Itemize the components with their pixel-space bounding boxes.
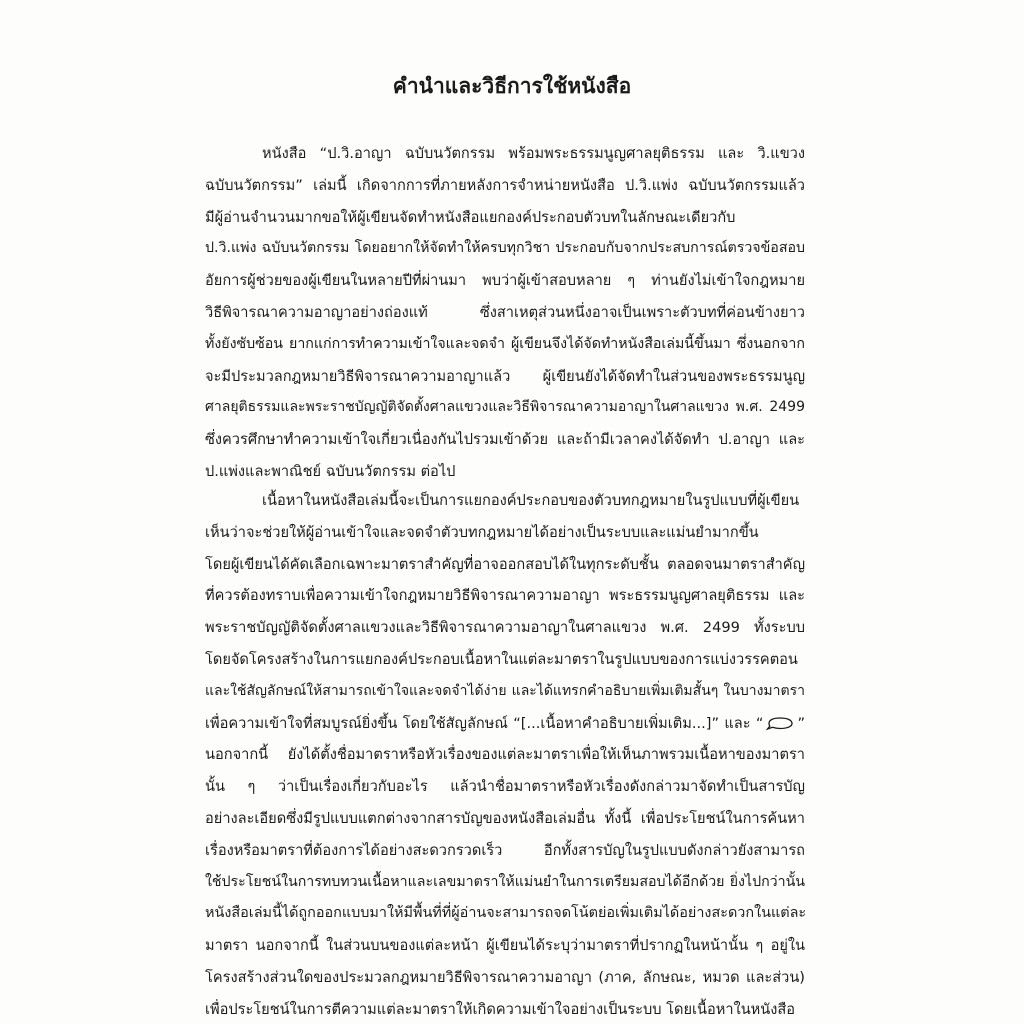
- text-line: และใช้สัญลักษณ์ให้สามารถเข้าใจและจดจำได้ง่าย และได้แทรกคำอธิบายเพิ่มเติมสั้นๆ ในบางมาตรา: [205, 682, 805, 699]
- text-line: โดยจัดโครงสร้างในการแยกองค์ประกอบเนื้อหาในแต่ละมาตราในรูปแบบของการแบ่งวรรคตอน: [205, 650, 798, 668]
- text-line: [205, 708, 805, 740]
- text-line: โดยผู้เขียนได้คัดเลือกเฉพาะมาตราสำคัญที่อาจออกสอบได้ในทุกระดับชั้น ตลอดจนมาตราสำคัญ: [205, 555, 805, 573]
- text-line: พระราชบัญญัติจัดตั้งศาลแขวงและวิธีพิจารณาความอาญาในศาลแขวง พ.ศ. 2499 ทั้งระบบ: [205, 619, 805, 637]
- text-line: เรื่องหรือมาตราที่ต้องการได้อย่างสะดวกรวดเร็ว อีกทั้งสารบัญในรูปแบบดังกล่าวยังสามารถ: [205, 841, 805, 859]
- paragraph-content: [205, 485, 805, 1024]
- text-line: โครงสร้างส่วนใดของประมวลกฎหมายวิธีพิจารณาความอาญา (ภาค, ลักษณะ, หมวด และส่วน): [205, 968, 805, 986]
- speech-bubble-icon: [765, 717, 795, 730]
- text-line: ใช้ประโยชน์ในการทบทวนเนื้อหาและเลขมาตราให้แม่นยำในการเตรียมสอบได้อีกด้วย ยิ่งไปกว่านั้น: [205, 873, 805, 890]
- text-line: ทั้งยังซับซ้อน ยากแก่การทำความเข้าใจและจดจำ ผู้เขียนจึงได้จัดทำหนังสือเล่มนี้ขึ้นมา ซึ่งนอกจาก: [205, 335, 805, 352]
- text-line: เพื่อประโยชน์ในการตีความแต่ละมาตราให้เกิดความเข้าใจอย่างเป็นระบบ โดยเนื้อหาในหนังสือ: [205, 1000, 796, 1018]
- text-line: ซึ่งควรศึกษาทำความเข้าใจเกี่ยวเนื่องกันไปรวมเข้าด้วย และถ้ามีเวลาคงได้จัดทำ ป.อาญา และ: [205, 431, 805, 449]
- text-line: จะมีประมวลกฎหมายวิธีพิจารณาความอาญาแล้ว ผู้เขียนยังได้จัดทำในส่วนของพระธรรมนูญ: [205, 367, 805, 385]
- paragraph-intro: [205, 138, 805, 488]
- text-line: ป.วิ.แพ่ง ฉบับนวัตกรรม โดยอยากให้จัดทำให้ครบทุกวิชา ประกอบกับจากประสบการณ์ตรวจข้อสอบ: [205, 240, 805, 257]
- text-line: หนังสือ “ป.วิ.อาญา ฉบับนวัตกรรม พร้อมพระธรรมนูญศาลยุติธรรม และ วิ.แขวง: [262, 145, 805, 162]
- text-line-segment: เพื่อความเข้าใจที่สมบูรณ์ยิ่งขึ้น โดยใช้สัญลักษณ์ “[...เนื้อหาคำอธิบายเพิ่มเติม...]” และ “: [205, 714, 764, 732]
- text-line: วิธีพิจารณาความอาญาอย่างถ่องแท้ ซึ่งสาเหตุส่วนหนึ่งอาจเป็นเพราะตัวบทที่ค่อนข้างยาว: [205, 303, 805, 321]
- text-line: เนื้อหาในหนังสือเล่มนี้จะเป็นการแยกองค์ประกอบของตัวบทกฎหมายในรูปแบบที่ผู้เขียน: [262, 492, 800, 509]
- text-line: นั้น ๆ ว่าเป็นเรื่องเกี่ยวกับอะไร แล้วนำชื่อมาตราหรือหัวเรื่องดังกล่าวมาจัดทำเป็นสารบัญ: [205, 778, 805, 796]
- text-line: เห็นว่าจะช่วยให้ผู้อ่านเข้าใจและจดจำตัวบทกฎหมายได้อย่างเป็นระบบและแม่นยำมากขึ้น: [205, 523, 759, 541]
- text-line: อย่างละเอียดซึ่งมีรูปแบบแตกต่างจากสารบัญของหนังสือเล่มอื่น ทั้งนี้ เพื่อประโยชน์ในการค้นหา: [205, 809, 805, 827]
- text-line: มาตรา นอกจากนี้ ในส่วนบนของแต่ละหน้า ผู้เขียนได้ระบุว่ามาตราที่ปรากฏในหน้านั้น ๆ อยู่ใน: [205, 937, 805, 955]
- text-line: หนังสือเล่มนี้ได้ถูกออกแบบมาให้มีพื้นที่ที่ผู้อ่านจะสามารถจดโน้ตย่อเพิ่มเติมได้อย่างสะดวกในแต่ละ: [205, 905, 807, 922]
- text-line: ศาลยุติธรรมและพระราชบัญญัติจัดตั้งศาลแขวงและวิธีพิจารณาความอาญาในศาลแขวง พ.ศ. 2499: [205, 399, 805, 416]
- text-line: ที่ควรต้องทราบเพื่อความเข้าใจกฎหมายวิธีพิจารณาความอาญา พระธรรมนูญศาลยุติธรรม และ: [205, 587, 805, 605]
- text-line: นอกจากนี้ ยังได้ตั้งชื่อมาตราหรือหัวเรื่องของแต่ละมาตราเพื่อให้เห็นภาพรวมเนื้อหาของมาตรา: [205, 746, 805, 764]
- text-line: มีผู้อ่านจำนวนมากขอให้ผู้เขียนจัดทำหนังสือแยกองค์ประกอบตัวบทในลักษณะเดียวกับ: [205, 208, 736, 226]
- text-line: อัยการผู้ช่วยของผู้เขียนในหลายปีที่ผ่านมา พบว่าผู้เข้าสอบหลาย ๆ ท่านยังไม่เข้าใจกฎหมาย: [205, 272, 805, 290]
- page-title: คำนำและวิธีการใช้หนังสือ: [392, 74, 632, 98]
- text-line: ป.แพ่งและพาณิชย์ ฉบับนวัตกรรม ต่อไป: [205, 462, 456, 480]
- text-line: ฉบับนวัตกรรม” เล่มนี้ เกิดจากการที่ภายหลังการจำหน่ายหนังสือ ป.วิ.แพ่ง ฉบับนวัตกรรมแล้ว: [205, 176, 805, 194]
- text-line-segment: ”: [797, 714, 805, 732]
